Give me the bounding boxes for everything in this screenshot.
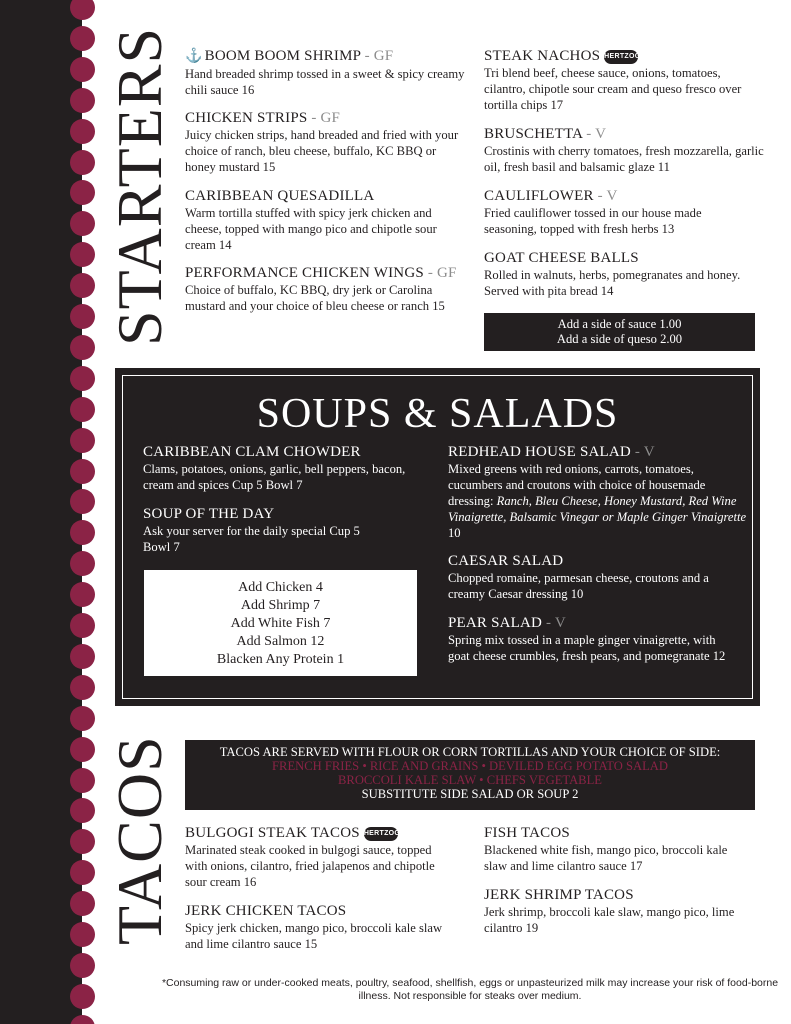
item-name: REDHEAD HOUSE SALAD [448,444,631,460]
item-tag: - V [630,444,655,460]
banner-line-substitute: SUBSTITUTE SIDE SALAD OR SOUP 2 [361,787,579,801]
item-description: Hand breaded shrimp tossed in a sweet & spicy creamy chili sauce 16 [185,67,465,97]
tacos-sides-banner [185,740,755,810]
item-description: Choice of buffalo, KC BBQ, dry jerk or Carolina mustard and your choice of bleu cheese or ranch 15 [185,283,445,313]
item-tag: - GF [423,265,457,281]
maroon-dot-border [70,0,100,1024]
decorative-dot [70,860,95,885]
hertzog-logo-icon: HERTZOG [604,50,638,64]
item-name: CAESAR SALAD [448,553,564,569]
decorative-dot [70,798,95,823]
decorative-dot [70,737,95,762]
addon-white-fish: Add White Fish 7 [230,616,331,631]
item-name: CARIBBEAN CLAM CHOWDER [143,444,361,460]
item-name: BRUSCHETTA [484,126,583,142]
menu-item-pear-salad [448,614,738,664]
food-safety-disclaimer: *Consuming raw or under-cooked meats, poultry, seafood, shellfish, eggs or unpasteurized milk may increase your risk of food-borne illness. Not responsible for steaks over medium. [161,977,779,1002]
item-description: Blackened white fish, mango pico, broccoli kale slaw and lime cilantro sauce 17 [484,843,728,873]
item-description: Chopped romaine, parmesan cheese, croutons and a creamy Caesar dressing 10 [448,571,709,601]
side-sauce-price: Add a side of sauce 1.00 [557,317,682,331]
decorative-dot [70,26,95,51]
menu-item-steak-nachos [484,47,759,113]
side-queso-price: Add a side of queso 2.00 [556,332,683,346]
decorative-dot [70,150,95,175]
decorative-dot [70,613,95,638]
decorative-dot [70,706,95,731]
decorative-dot [70,366,95,391]
protein-addons-box [144,570,417,676]
add-sides-box [484,313,755,351]
banner-line-intro: TACOS ARE SERVED WITH FLOUR OR CORN TORTILLAS AND YOUR CHOICE OF SIDE: [219,745,721,759]
decorative-dot [70,119,95,144]
addon-shrimp: Add Shrimp 7 [240,598,321,613]
decorative-dot [70,582,95,607]
addon-chicken: Add Chicken 4 [238,580,323,595]
item-name: JERK SHRIMP TACOS [484,887,634,903]
menu-item-soup-of-the-day [143,505,373,555]
item-name: CAULIFLOWER [484,188,594,204]
decorative-dot [70,273,95,298]
item-name: STEAK NACHOS [484,48,601,64]
item-description: Fried cauliflower tossed in our house made seasoning, topped with fresh herbs 13 [484,206,702,236]
item-description: Jerk shrimp, broccoli kale slaw, mango pico, lime cilantro 19 [484,905,735,935]
item-tag: - V [582,126,607,142]
decorative-dot [70,1015,95,1024]
item-description: Rolled in walnuts, herbs, pomegranates and honey. Served with pita bread 14 [484,268,741,298]
menu-item-goat-cheese-balls [484,249,748,299]
item-name: CARIBBEAN QUESADILLA [185,188,375,204]
decorative-dot [70,0,95,20]
decorative-dot [70,57,95,82]
item-description: Ask your server for the daily special Cup 5 Bowl 7 [143,524,360,554]
addon-salmon: Add Salmon 12 [236,634,325,649]
item-description: Spring mix tossed in a maple ginger vinaigrette, with goat cheese crumbles, fresh pears, and pomegranate 12 [448,633,726,663]
menu-item-cauliflower [484,187,748,237]
item-description: Tri blend beef, cheese sauce, onions, tomatoes, cilantro, chipotle sour cream and queso fresco over tortilla chips 17 [484,66,742,112]
menu-item-caribbean-clam-chowder [143,443,413,493]
item-name: FISH TACOS [484,825,570,841]
item-description: Warm tortilla stuffed with spicy jerk chicken and cheese, topped with mango pico and chipotle sour cream 14 [185,206,437,252]
item-description: Crostinis with cherry tomatoes, fresh mozzarella, garlic oil, fresh basil and balsamic glaze 11 [484,144,764,174]
decorative-dot [70,459,95,484]
desc-text: Mixed greens with red onions, carrots, tomatoes, cucumbers and croutons with choice of housemade dressing: [448,462,706,508]
decorative-dot [70,489,95,514]
item-tag: - V [593,188,618,204]
decorative-dot [70,428,95,453]
decorative-dot [70,829,95,854]
decorative-dot [70,644,95,669]
item-description: Spicy jerk chicken, mango pico, broccoli kale slaw and lime cilantro sauce 15 [185,921,443,951]
banner-line-sides-1: FRENCH FRIES • RICE AND GRAINS • DEVILED EGG POTATO SALAD [272,759,668,773]
decorative-dot [70,335,95,360]
item-name: PERFORMANCE CHICKEN WINGS [185,265,424,281]
decorative-dot [70,551,95,576]
menu-item-bruschetta [484,125,769,175]
item-description: Juicy chicken strips, hand breaded and fried with your choice of ranch, bleu cheese, buffalo, KC BBQ or honey mustard 15 [185,128,459,174]
item-description: Clams, potatoes, onions, garlic, bell peppers, bacon, cream and spices Cup 5 Bowl 7 [143,462,406,492]
decorative-dot [70,88,95,113]
item-name: PEAR SALAD [448,615,543,631]
decorative-dot [70,520,95,545]
starters-heading: STARTERS [104,26,175,346]
decorative-dot [70,211,95,236]
hertzog-logo-icon: HERTZOG [364,827,398,841]
item-name: JERK CHICKEN TACOS [185,903,347,919]
menu-item-performance-chicken-wings [185,264,457,314]
item-tag: - GF [360,48,394,64]
decorative-dot [70,675,95,700]
item-name: BULGOGI STEAK TACOS [185,825,360,841]
soups-salads-heading: SOUPS & SALADS [256,391,619,437]
item-name: BOOM BOOM SHRIMP [204,48,361,64]
menu-item-boom-boom-shrimp [185,47,465,98]
addon-blacken-protein: Blacken Any Protein 1 [216,652,345,667]
item-tag: - GF [307,110,341,126]
dressing-options: Ranch, Bleu Cheese, Honey Mustard, Red Wine Vinaigrette, Balsamic Vinegar or Maple Ginger Vinaigrette [448,494,747,524]
menu-item-jerk-chicken-tacos [185,902,450,952]
item-price: 10 [448,526,461,540]
item-name: CHICKEN STRIPS [185,110,308,126]
item-description: Marinated steak cooked in bulgogi sauce, topped with onions, cilantro, fried jalapenos and chipotle sour cream 16 [185,843,435,889]
menu-item-fish-tacos [484,824,744,874]
banner-line-sides-2: BROCCOLI KALE SLAW • CHEFS VEGETABLE [338,773,602,787]
decorative-dot [70,953,95,978]
decorative-dot [70,304,95,329]
item-name: GOAT CHEESE BALLS [484,250,639,266]
menu-item-redhead-house-salad [448,443,748,541]
decorative-dot [70,397,95,422]
decorative-dot [70,891,95,916]
menu-item-chicken-strips [185,109,465,175]
tacos-heading: TACOS [104,735,175,945]
decorative-dot [70,768,95,793]
menu-item-jerk-shrimp-tacos [484,886,749,936]
menu-item-caesar-salad [448,552,728,602]
decorative-dot [70,984,95,1009]
anchor-icon: ⚓ [185,49,203,64]
menu-item-caribbean-quesadilla [185,187,457,253]
decorative-dot [70,180,95,205]
menu-item-bulgogi-steak-tacos [185,824,455,890]
item-tag: - V [542,615,566,631]
decorative-dot [70,242,95,267]
item-description [448,461,748,541]
item-name: SOUP OF THE DAY [143,506,275,522]
decorative-dot [70,922,95,947]
soups-salads-panel [115,368,760,706]
